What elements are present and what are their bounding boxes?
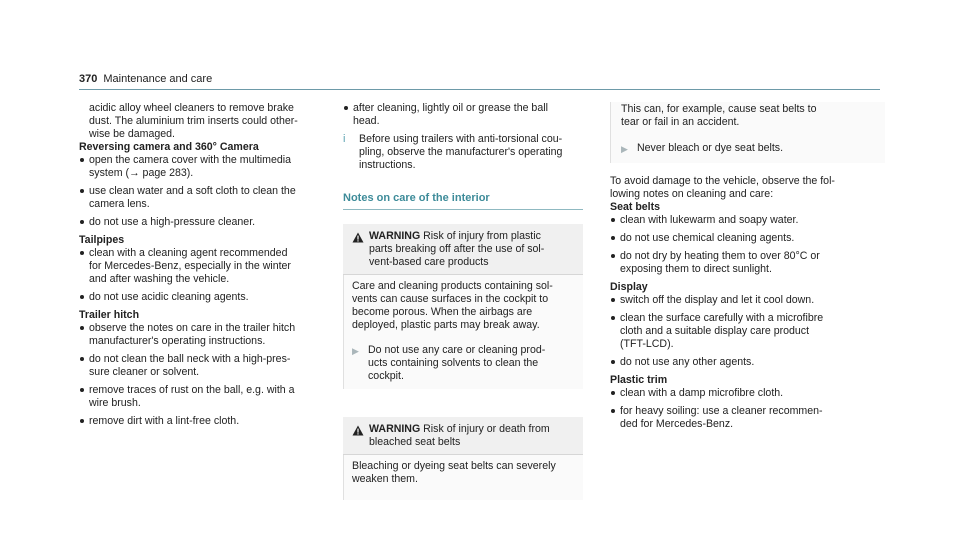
warning-label: WARNING xyxy=(369,423,421,435)
list-item: observe the notes on care in the trailer hitch manufacturer's operating instructions. xyxy=(79,322,329,348)
list-item: do not use acidic cleaning agents. xyxy=(79,291,329,304)
heading-display: Display xyxy=(610,281,648,293)
column-right xyxy=(610,102,885,436)
list-item: for heavy soiling: use a cleaner recommen‐ ded for Mercedes-Benz. xyxy=(610,405,885,431)
warning-triangle-icon xyxy=(352,232,364,243)
info-note: i Before using trailers with anti-torsional cou‐ pling, observe the manufacturer's operating instructions. xyxy=(343,133,563,171)
page-number: 370 xyxy=(79,73,98,85)
warning-label: WARNING xyxy=(369,230,421,242)
header-divider xyxy=(79,89,880,90)
column-left xyxy=(79,102,329,433)
list-item: do not clean the ball neck with a high-pres‐ sure cleaner or solvent. xyxy=(79,353,329,379)
page-title: Maintenance and care xyxy=(103,73,213,85)
intro-paragraph: To avoid damage to the vehicle, observe the fol‐ lowing notes on cleaning and care: xyxy=(610,175,835,200)
column-middle xyxy=(343,102,583,500)
warning-box-solvents xyxy=(343,224,583,389)
list-item: do not use chemical cleaning agents. xyxy=(610,232,885,245)
warning-header: WARNING Risk of injury from plastic parts breaking off after the use of sol‐ vent-based care products xyxy=(343,224,583,274)
list-item: clean with lukewarm and soapy water. xyxy=(610,214,885,227)
warning-triangle-icon xyxy=(352,425,364,436)
action-step: ▶ Never bleach or dye seat belts. xyxy=(621,142,784,154)
heading-reversing-camera: Reversing camera and 360° Camera xyxy=(79,141,259,153)
list-item: do not use any other agents. xyxy=(610,356,885,369)
list-item: use clean water and a soft cloth to clean the camera lens. xyxy=(79,185,329,211)
warning-body: Bleaching or dyeing seat belts can severely weaken them. xyxy=(343,455,583,500)
warning-continuation: This can, for example, cause seat belts to tear or fail in an accident. ▶ Never bleach or dye seat belts. xyxy=(610,102,885,163)
list-item: open the camera cover with the multimedia system (→ page 283). xyxy=(79,154,329,180)
page-header xyxy=(79,73,212,86)
list-item: do not use a high-pressure cleaner. xyxy=(79,216,329,229)
list-item: clean with a cleaning agent recommended for Mercedes-Benz, especially in the winter and after washing the vehicle. xyxy=(79,247,329,286)
heading-plastic-trim: Plastic trim xyxy=(610,374,668,386)
list-item: remove dirt with a lint-free cloth. xyxy=(79,415,329,428)
action-arrow-icon: ▶ xyxy=(621,144,628,154)
list-item: clean with a damp microfibre cloth. xyxy=(610,387,885,400)
warning-box-seat-belts xyxy=(343,417,583,500)
heading-trailer-hitch: Trailer hitch xyxy=(79,309,140,321)
info-icon: i xyxy=(343,133,346,145)
section-title-interior-care: Notes on care of the interior xyxy=(343,192,583,210)
warning-body: Care and cleaning products containing sol‐ vents can cause surfaces in the cockpit to become porous. When the airbags are deployed, plastic parts may break away. ▶ Do not use any care or cleaning prod‐ ucts containing solvents to clean the cockpit. xyxy=(343,275,583,389)
list-item: switch off the display and let it cool down. xyxy=(610,294,885,307)
warning-header: WARNING Risk of injury or death from bleached seat belts xyxy=(343,417,583,454)
list-item: remove traces of rust on the ball, e.g. with a wire brush. xyxy=(79,384,329,410)
action-step: ▶ Do not use any care or cleaning prod‐ ucts containing solvents to clean the cockpit. xyxy=(352,344,546,382)
heading-tailpipes: Tailpipes xyxy=(79,234,125,246)
intro-paragraph: acidic alloy wheel cleaners to remove brake dust. The aluminium trim inserts could other‐ wise be damaged. xyxy=(89,102,298,140)
action-arrow-icon: ▶ xyxy=(352,346,359,356)
heading-seat-belts: Seat belts xyxy=(610,201,661,213)
list-item: clean the surface carefully with a microfibre cloth and a suitable display care product (TFT-LCD). xyxy=(610,312,885,351)
list-item: after cleaning, lightly oil or grease the ball head. xyxy=(343,102,583,128)
list-item: do not dry by heating them to over 80°C or exposing them to direct sunlight. xyxy=(610,250,885,276)
